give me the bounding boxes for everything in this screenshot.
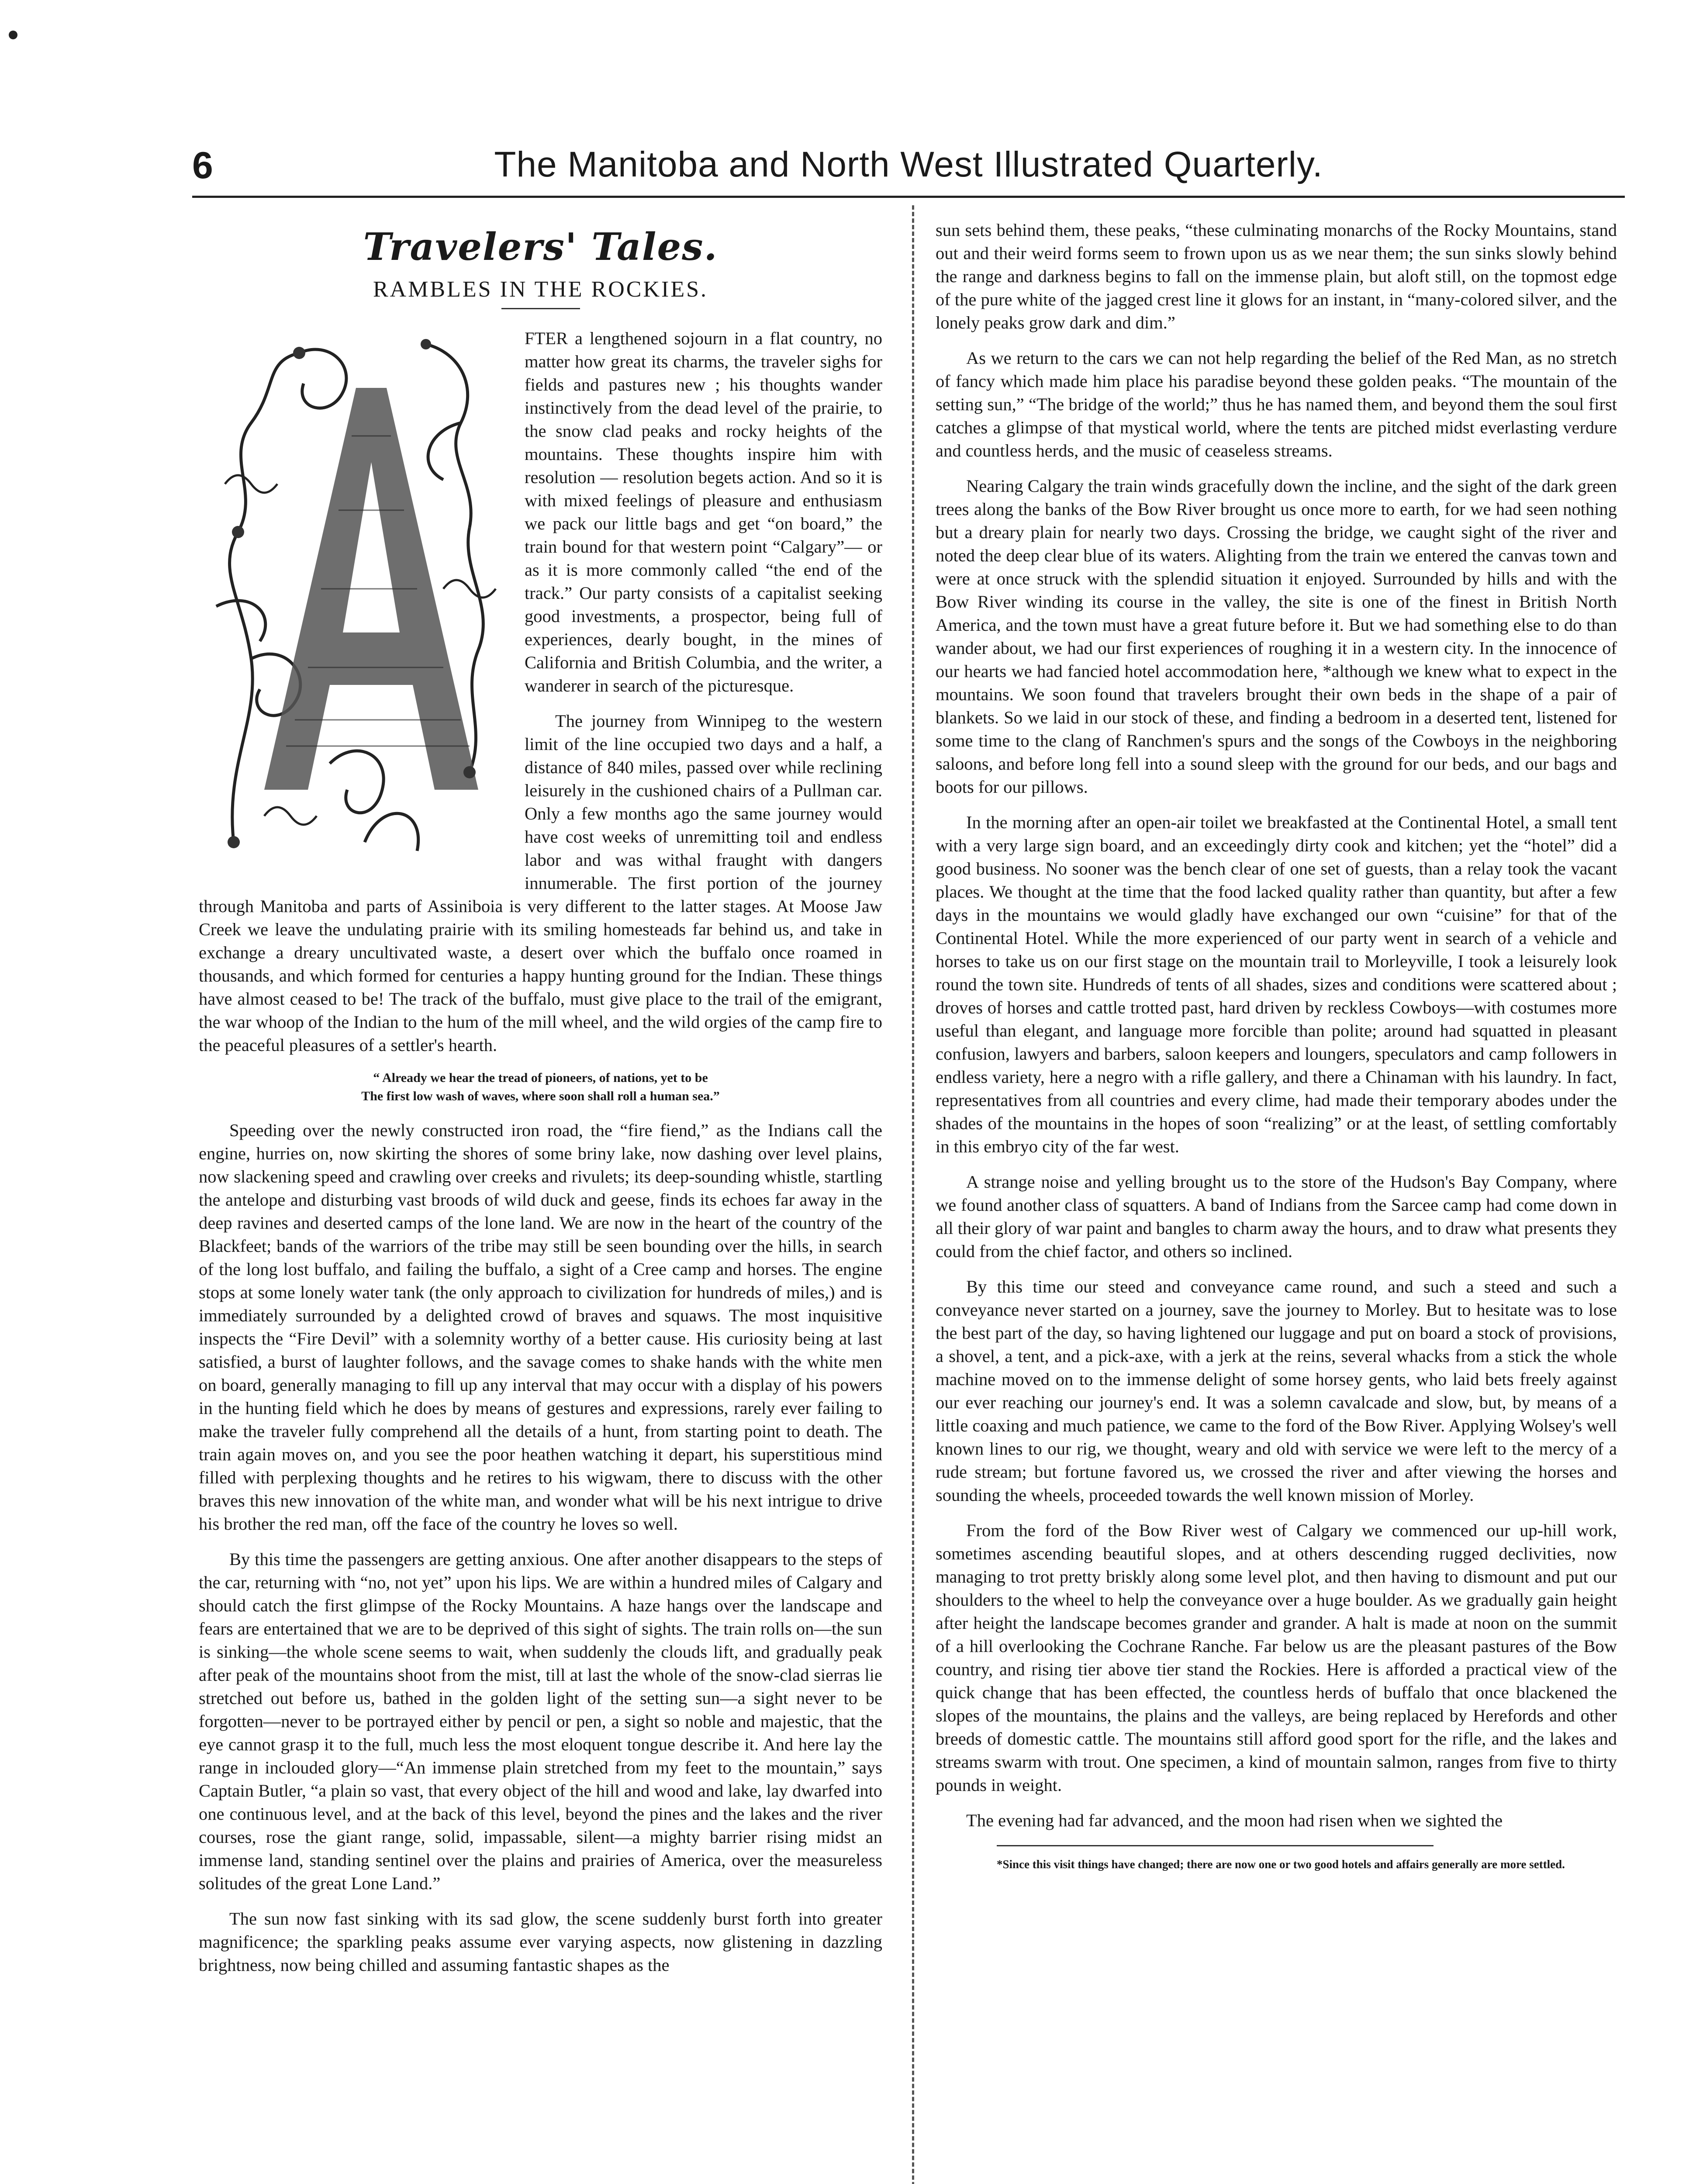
right-column [936, 218, 1617, 1873]
quote-line: The first low wash of waves, where soon shall roll a human sea.” [361, 1089, 720, 1103]
paragraph: The sun now fast sinking with its sad glow, the scene suddenly burst forth into greater magnificence; the sparkling peaks assume ever varying aspects, now glistening in dazzling brightness, now being chilled and assuming fantastic shapes as the [199, 1909, 882, 1975]
footnote-rule [997, 1845, 1434, 1846]
ornamental-dropcap [199, 327, 513, 881]
paragraph: The evening had far advanced, and the moon had risen when we sighted the [966, 1811, 1503, 1830]
ornamental-dropcap-icon [199, 327, 513, 881]
paragraph: By this time our steed and conveyance came round, and such a steed and such a conveyance never started on a journey, save the journey to Morley. But to hesitate was to lose the best part of the day, so having lightened our luggage and put on board a stock of provisions, a shovel, a tent, and a pick-axe, with a jerk at the reins, several whacks from a stick the whole machine moved on to the immense delight of some horsey gents, who laid bets freely against our ever reaching our journey's end. It was a solemn cavalcade and slow, but, by means of a little coaxing and much patience, we came to the ford of the Bow River. Applying Wolsey's well known lines to our rig, we thought, weary and old with service we were left to the mercy of a rude stream; but fortune favored us, we crossed the river and after viewing the horses and sounding the wheels, proceeded towards the well known mission of Morley. [936, 1277, 1617, 1505]
article-subtitle: RAMBLES IN THE ROCKIES. [373, 277, 708, 302]
footnote: *Since this visit things have changed; there are now one or two good hotels and affairs generally are more settled. [997, 1858, 1565, 1871]
subtitle-rule [501, 308, 580, 309]
running-title: The Manitoba and North West Illustrated Quarterly. [494, 145, 1323, 184]
paragraph: By this time the passengers are getting anxious. One after another disappears to the steps of the car, returning with “no, not yet” upon his lips. We are within a hundred miles of Calgary and should catch the first glimpse of the Rocky Mountains. A haze hangs over the landscape and fears are entertained that we are to be deprived of this sight of sights. The train rolls on—the sun is sinking—the whole scene seems to wait, when suddenly the clouds lift, and gradually peak after peak of the mountains shoot from the mist, till at last the whole of the snow-clad sierras lie stretched out before us, bathed in the golden light of the setting sun—a sight never to be forgotten—never to be portrayed either by pencil or pen, a sight so noble and majestic, that the eye cannot grasp it to the full, much less the most eloquent tongue describe it. And here lay the range in inclouded glory—“An immense plain stretched from my feet to the mountain,” says Captain Butler, “a plain so vast, that every object of the hill and wood and lake, lay dwarfed into one continuous level, and at the back of this level, beyond the pines and the lakes and the river courses, rose the giant range, solid, impassable, silent—a mighty barrier rising midst an immense land, standing sentinel over the plains and prairies of America, over the measureless solitudes of the great Lone Land.” [199, 1549, 882, 1893]
margin-dot [9, 31, 17, 39]
paragraph: From the ford of the Bow River west of Calgary we commenced our up-hill work, sometimes ascending beautiful slopes, and at others descending rugged declivities, now managing to trot pretty briskly along some level plot, and then having to dismount and put our shoulders to the wheel to help the conveyance over a huge boulder. As we gradually gain height after height the landscape becomes grander and grander. A halt is made at noon on the summit of a hill overlooking the Cochrane Ranche. Far below us are the pleasant pastures of the Bow country, and rising tier above tier stand the Rockies. Here is afforded a practical view of the quick change that has been effected, the countless herds of buffalo that once blackened the slopes of the mountains, the plains and the valleys, are being replaced by Herefords and other breeds of domestic cattle. The mountains still afford good sport for the rifle, and the lakes and streams swarm with trout. One specimen, a kind of mountain salmon, ranges from five to thirty pounds in weight. [936, 1521, 1617, 1795]
paragraph: A strange noise and yelling brought us to the store of the Hudson's Bay Company, where we found another class of squatters. A band of Indians from the Sarcee camp had come down in all their glory of war paint and bangles to charm away the hours, and to draw what presents they could from the chief factor, and others so inclined. [936, 1172, 1617, 1261]
quoted-verse [199, 1069, 882, 1106]
section-title: Travelers' Tales. [363, 225, 718, 269]
left-column [199, 218, 882, 1989]
paragraph: Nearing Calgary the train winds gracefully down the incline, and the sight of the dark green trees along the banks of the Bow River brought us once more to earth, for we had seen nothing but a dreary plain for nearly two days. Crossing the bridge, we caught sight of the river and noted the deep clear blue of its waters. Alighting from the train we entered the canvas town and were at once struck with the splendid situation it enjoyed. Surrounded by hills and with the Bow River winding its course in the valley, the site is one of the finest in British North America, and the town must have a great future before it. But we had something else to do than wander about, we had our first experiences of roughing it in a western city. In the innocence of our hearts we had fancied hotel accommodation here, *although we knew what to expect in the mountains. We soon found that travelers brought their own beds in the shape of a pair of blankets. So we laid in our stock of these, and finding a bedroom in a deserted tent, listened for some time to the clang of Ranchmen's spurs and the songs of the Cowboys in the neighboring saloons, and before long fell into a sound sleep with the ground for our beds, and our bags and boots for our pillows. [936, 476, 1617, 797]
page-number: 6 [192, 145, 213, 187]
paragraph: In the morning after an open-air toilet we breakfasted at the Continental Hotel, a small tent with a very large sign board, and an exceedingly dirty cook and kitchen; yet the “hotel” did a good business. No sooner was the bench clear of one set of guests, than a relay took the vacant places. We thought at the time that the food lacked quality rather than quantity, but after a few days in the mountains we would gladly have exchanged our own “cuisine” for that of the Continental Hotel. While the more experienced of our party went in search of a vehicle and horses to take us on our first stage on the mountain trail to Morleyville, I took a leisurely look round the town site. Hundreds of tents of all shades, sizes and conditions were scattered about ; droves of horses and cattle trotted past, hard driven by reckless Cowboys—with costumes more useful than elegant, and language more forcible than polite; around had squatted in pleasant confusion, lawyers and barbers, saloon keepers and loungers, speculators and camp followers in endless variety, here a negro with a rifle gallery, and there a Chinaman with his laundry. In fact, representatives from all countries and every clime, had made their temporary abodes under the shades of the mountains in the hopes of soon “realizing” or at the least, of settling comfortably in this embryo city of the far west. [936, 812, 1617, 1156]
header-rule [192, 196, 1625, 198]
paragraph: Speeding over the newly constructed iron road, the “fire fiend,” as the Indians call the engine, hurries on, now skirting the shores of some briny lake, now dashing over level plains, now slackening speed and crawling over creeks and rivulets; its deep-sounding whistle, startling the antelope and disturbing vast broods of wild duck and geese, finds its echoes far away in the deep ravines and deserted camps of the lone land. We are now in the heart of the country of the Blackfeet; bands of the warriors of the tribe may still be seen bounding over the hills, in search of the long lost buffalo, and failing the buffalo, a sight of a Cree camp and horses. The engine stops at some lonely water tank (the only approach to civilization for hundreds of miles,) and is immediately surrounded by a delighted crowd of braves and squaws. The most inquisitive inspects the “Fire Devil” with a solemnity worthy of a better cause. His curiosity being at last satisfied, a burst of laughter follows, and the savage comes to shake hands with the white men on board, generally managing to fill up any interval that may occur with a display of his powers in the hunting field which he does by means of gestures and expressions, rarely ever failing to make the traveler fully comprehend all the details of a hunt, from starting point to death. The train again moves on, and you see the poor heathen watching it depart, his superstitious mind filled with perplexing thoughts and he retires to his wigwam, there to discuss with the other braves this new innovation of the white man, and wonder what will be his next intrigue to drive his brother the red man, off the face of the country he loves so well. [199, 1120, 882, 1534]
paragraph: sun sets behind them, these peaks, “these culminating monarchs of the Rocky Mountains, stand out and their weird forms seem to frown upon us as we near them; the sun sinks slowly behind the range and darkness begins to fall on the immense plain, but aloft still, on the topmost edge of the pure white of the jagged crest line it glows for an instant, in “many-colored silver, and the lonely peaks grow dark and dim.” [936, 220, 1617, 332]
paragraph: The journey from Winnipeg to the western limit of the line occupied two days and a half, a distance of 840 miles, passed over while reclining leisurely in the cushioned chairs of a Pullman car. Only a few months ago the same journey would have cost weeks of unremitting toil and endless labor and was withal fraught with dangers innumerable. The first portion of the journey through Manitoba and parts of Assiniboia is very different to the latter stages. At Moose Jaw Creek we leave the undulating prairie with its smiling homesteads far behind us, and take in exchange a dreary uncultivated waste, a desert over which the buffalo once roamed in thousands, and which formed for centuries a happy hunting ground for the Indian. These things have almost ceased to be! The track of the buffalo, must give place to the trail of the emigrant, the war whoop of the Indian to the hum of the mill wheel, and the wild orgies of the camp fire to the peaceful pleasures of a settler's hearth. [199, 711, 882, 1055]
paragraph: As we return to the cars we can not help regarding the belief of the Red Man, as no stretch of fancy which made him place his paradise beyond these golden peaks. “The mountain of the setting sun,” “The bridge of the world;” thus he has named them, and beyond them the soul first catches a glimpse of that mystical world, where the tents are pitched midst everlasting verdure and countless herds, and the music of ceaseless streams. [936, 348, 1617, 460]
quote-line: “ Already we hear the tread of pioneers, of nations, yet to be [373, 1071, 708, 1085]
paragraph: FTER a lengthened sojourn in a flat country, no matter how great its charms, the traveler sighs for fields and pastures new ; his thoughts wander instinctively from the dead level of the prairie, to the snow clad peaks and rocky heights of the mountains. These thoughts inspire him with resolution — resolution begets action. And so it is with mixed feelings of pleasure and enthusiasm we pack our little bags and get “on board,” the train bound for that western point “Calgary”— or as it is more commonly called “the end of the track.” Our party consists of a capitalist seeking good investments, a prospector, being full of experiences, dearly bought, in the mines of California and British Columbia, and the writer, a wanderer in search of the picturesque. [525, 328, 882, 695]
column-divider [912, 205, 914, 2184]
page-header [192, 144, 1625, 192]
